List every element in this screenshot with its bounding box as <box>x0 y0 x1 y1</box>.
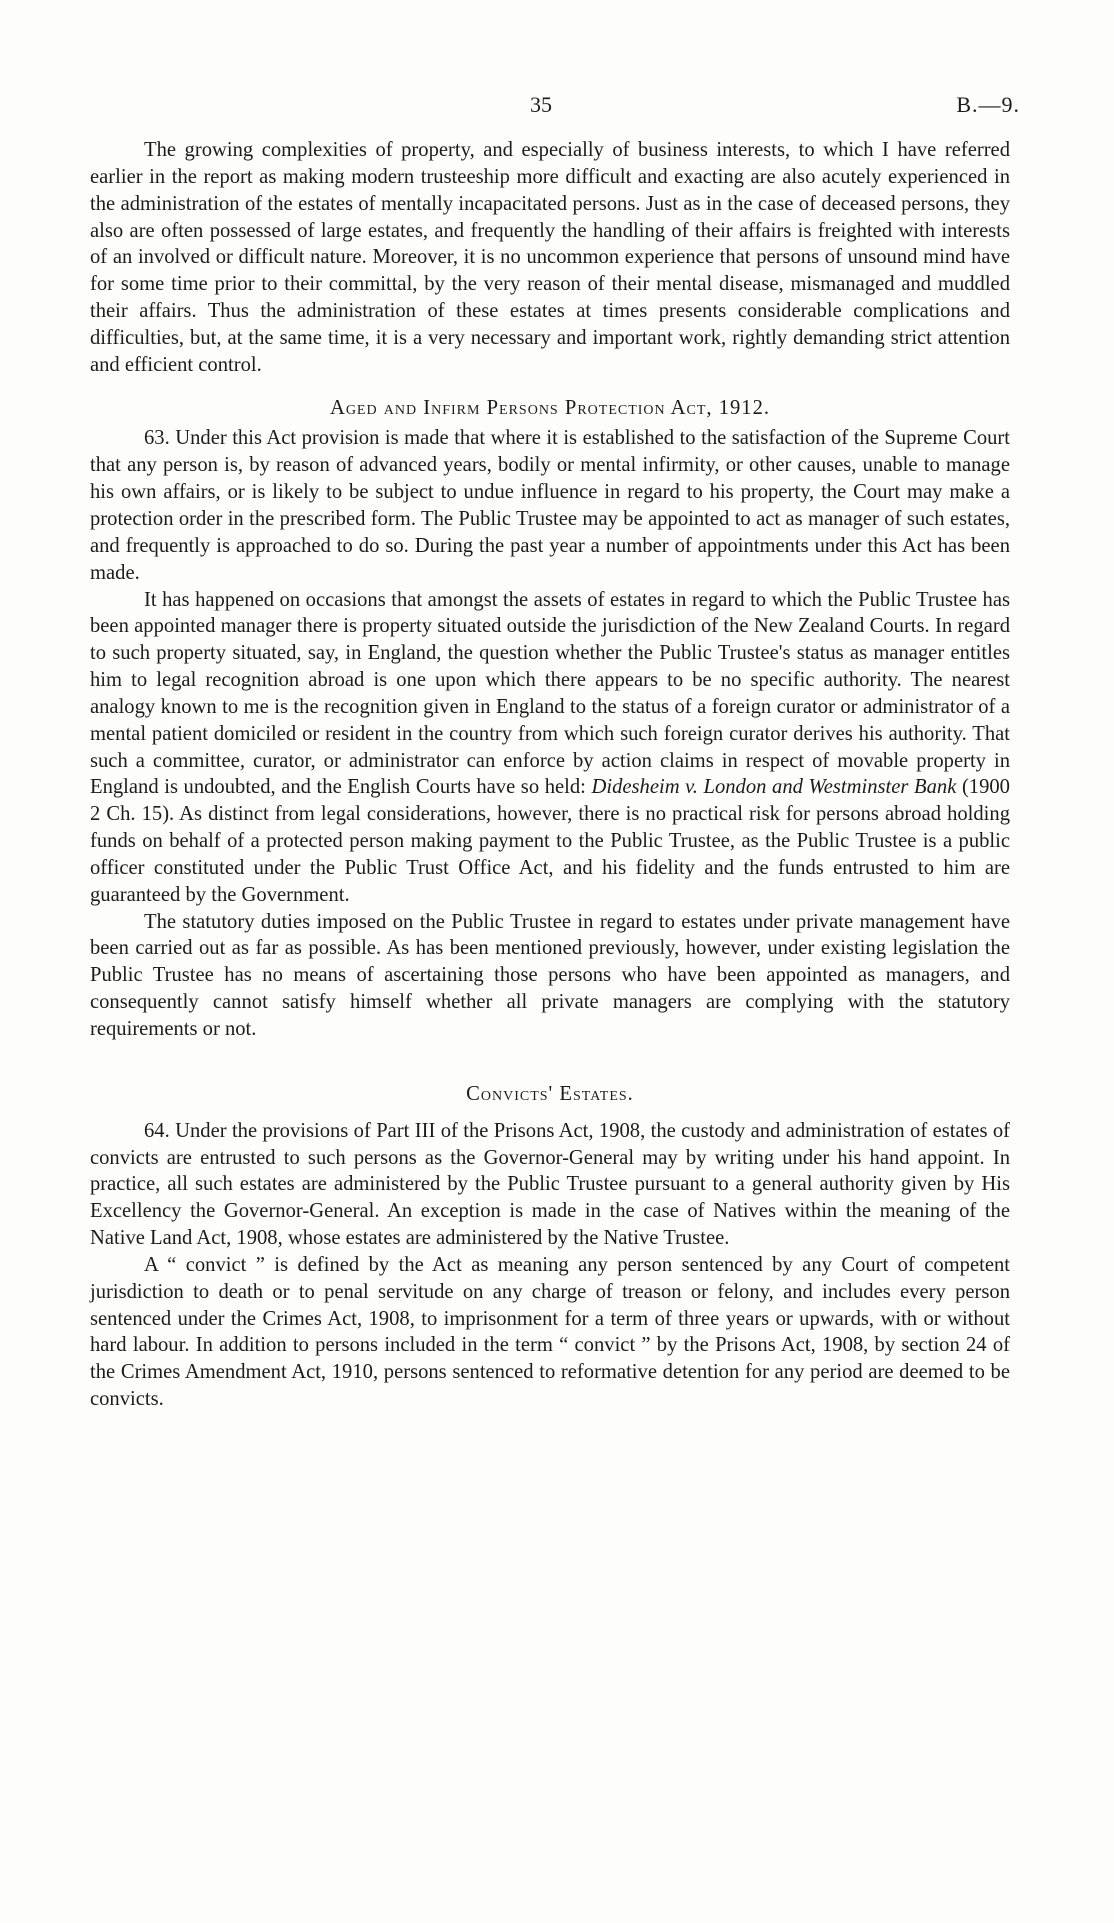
paragraph-foreign-property <box>90 587 1010 909</box>
page-number: 35 <box>530 92 552 117</box>
paragraph-64: 64. Under the provisions of Part III of the Prisons Act, 1908, the custody and administration of estates of convicts are entrusted to such persons as the Governor-General may by writing under his hand appoint. In practice, all such estates are administered by the Public Trustee pursuant to a general authority given by His Excellency the Governor-General. An exception is made in the case of Natives within the meaning of the Native Land Act, 1908, whose estates are administered by the Native Trustee. <box>90 1119 1010 1250</box>
paragraph-private-management: The statutory duties imposed on the Public Trustee in regard to estates under private management have been carried out as far as possible. As has been mentioned previously, however, under existing legislation the Public Trustee has no means of ascertaining those persons who have been appointed as managers, and consequently cannot satisfy himself whether all private managers are complying with the statutory requirements or not. <box>90 910 1010 1040</box>
section-heading-aged-infirm: Aged and Infirm Persons Protection Act, 1912. <box>329 396 771 419</box>
paragraph-text-part: (1900 2 Ch. 15). As distinct from legal considerations, however, there is no practical risk for persons abroad holding funds on behalf of a protected person making payment to the Public Trustee, as the Public Trustee is a public officer constituted under the Public Trust Office Act, and his fidelity and the funds entrusted to him are guaranteed by the Government. <box>90 776 1010 906</box>
paragraph-mental-estates: The growing complexities of property, and especially of business interests, to which I have referred earlier in the report as making modern trusteeship more difficult and exacting are also acutely experienced in the administration of the estates of mentally incapacitated persons. Just as in the case of deceased persons, they also are often possessed of large estates, and frequently the handling of their affairs is freighted with interests of an involved or difficult nature. Moreover, it is no uncommon experience that persons of unsound mind have for some time prior to their committal, by the very reason of their mental disease, mismanaged and muddled their affairs. Thus the administration of these estates at times presents considerable complications and difficulties, but, at the same time, it is a very necessary and important work, rightly demanding strict attention and efficient control. <box>90 139 1010 376</box>
case-citation: Didesheim v. London and Westminster Bank <box>591 776 957 799</box>
paragraph-convict-definition: A “ convict ” is defined by the Act as meaning any person sentenced by any Court of competent jurisdiction to death or to penal servitude on any charge of treason or felony, and includes every person sentenced under the Crimes Act, 1908, to imprisonment for a term of three years or upwards, with or without hard labour. In addition to persons included in the term “ convict ” by the Prisons Act, 1908, by section 24 of the Crimes Amendment Act, 1910, persons sentenced to reformative detention for any period are deemed to be convicts. <box>90 1253 1010 1411</box>
paragraph-63: 63. Under this Act provision is made that where it is established to the satisfaction of the Supreme Court that any person is, by reason of advanced years, bodily or mental infirmity, or other causes, unable to manage his own affairs, or is likely to be subject to undue influence in regard to his property, the Court may make a protection order in the prescribed form. The Public Trustee may be appointed to act as manager of such estates, and frequently is approached to do so. During the past year a number of appointments under this Act has been made. <box>90 427 1010 584</box>
body-text <box>90 137 1010 1413</box>
page-header <box>0 92 1114 122</box>
document-reference: B.—9. <box>956 92 1020 117</box>
paragraph-text-part: It has happened on occasions that amongst the assets of estates in regard to which the Public Trustee has been appointed manager there is property situated outside the jurisdiction of the New Zealand Courts. In regard to such property situated, say, in England, the question whether the Public Trustee's status as manager entitles him to legal recognition abroad is one upon which there appears to be no specific authority. The nearest analogy known to me is the recognition given in England to the status of a foreign curator or administrator of a mental patient domiciled or resident in the country from which such foreign curator derives his authority. That such a committee, curator, or administrator can enforce by action claims in respect of movable property in England is undoubted, and the English Courts have so held: <box>90 588 1010 799</box>
section-heading-convicts-estates: Convicts' Estates. <box>466 1082 634 1105</box>
